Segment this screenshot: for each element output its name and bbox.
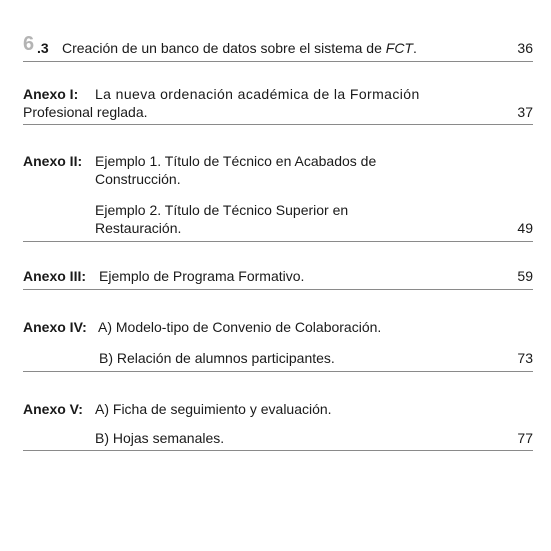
page-number: 49 <box>517 220 533 236</box>
example-2-line-1: Ejemplo 2. Título de Técnico Superior en <box>95 202 349 218</box>
annex-title-line-2: Profesional reglada. <box>23 104 148 120</box>
annex-item-a: A) Ficha de seguimiento y evaluación. <box>95 401 332 417</box>
toc-title-suffix: . <box>412 40 417 56</box>
annex-item-b: B) Relación de alumnos participantes. <box>99 350 335 366</box>
section-number-major: 6 <box>23 33 35 55</box>
annex-label: Anexo V: <box>23 401 83 417</box>
example-1-line-1: Ejemplo 1. Título de Técnico en Acabados de <box>95 153 377 169</box>
annex-item-b: B) Hojas semanales. <box>95 430 225 446</box>
annex-item-a: A) Modelo-tipo de Convenio de Colaboración. <box>98 319 382 335</box>
divider <box>23 450 533 451</box>
annex-label: Anexo IV: <box>23 319 87 335</box>
annex-title-line-1: La nueva ordenación académica de la Formación <box>95 86 420 102</box>
divider <box>23 371 533 372</box>
toc-title-italic: FCT <box>385 40 413 56</box>
example-1-line-2: Construcción. <box>95 171 181 187</box>
annex-title-line-1: Ejemplo de Programa Formativo. <box>99 268 305 284</box>
divider <box>23 124 533 125</box>
toc-title-prefix: Creación de un banco de datos sobre el sistema de <box>62 40 386 56</box>
divider <box>23 289 533 290</box>
divider <box>23 61 533 62</box>
page-number: 73 <box>517 350 533 366</box>
toc-title <box>62 40 417 57</box>
annex-label: Anexo I: <box>23 86 79 102</box>
annex-label: Anexo II: <box>23 153 83 169</box>
page-number: 77 <box>517 430 533 446</box>
divider <box>23 241 533 242</box>
annex-label: Anexo III: <box>23 268 87 284</box>
example-2-line-2: Restauración. <box>95 220 182 236</box>
section-number-minor: .3 <box>37 40 49 56</box>
page-number: 37 <box>517 104 533 120</box>
page-number: 36 <box>517 40 533 56</box>
page-number: 59 <box>517 268 533 284</box>
